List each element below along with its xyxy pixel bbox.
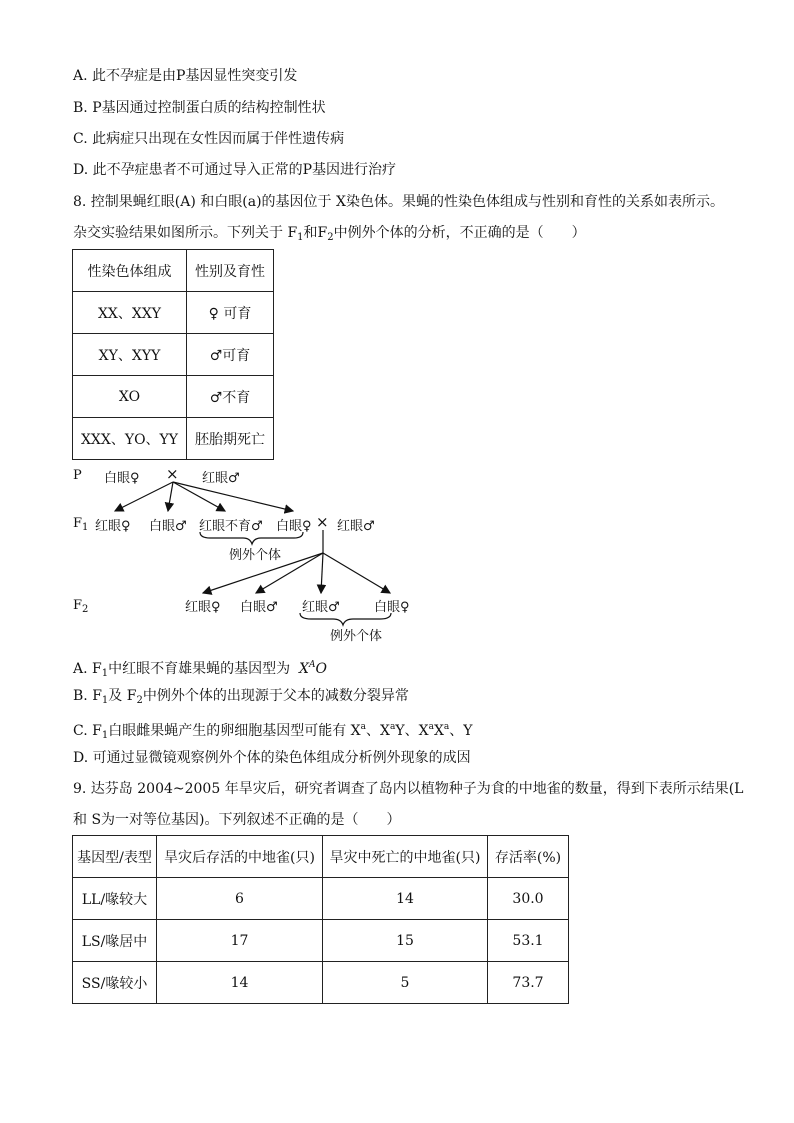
f1-cross-sign: × xyxy=(316,513,329,531)
f1-item: 红眼♀ xyxy=(95,519,131,534)
table-cell: 53.1 xyxy=(488,920,569,962)
table-cell: 30.0 xyxy=(488,878,569,920)
table-cell: XX、XXY xyxy=(73,292,187,334)
table-header-cell: 性染色体组成 xyxy=(73,250,187,292)
table-cell: ♂可育 xyxy=(187,334,274,376)
table-cell: 17 xyxy=(157,920,323,962)
table-cell: ♀ 可育 xyxy=(187,292,274,334)
q8-option-c: C. $F_1$白眼雌果蝇产生的卵细胞基因型可能有 $X^a$、$X^aY$、$X^aX^a$、Y xyxy=(73,722,473,741)
f1-generation-label: $F_1$ xyxy=(73,516,89,533)
table-cell: SS/喙较小 xyxy=(73,962,157,1004)
q8-option-a: A. $F_1$中红眼不育雄果蝇的基因型为 $X^AO$ xyxy=(73,660,327,679)
table-cell: 14 xyxy=(323,878,488,920)
table-row xyxy=(73,962,569,1004)
q8-stem-line1: 8. 控制果蝇红眼(A) 和白眼(a)的基因位于 X染色体。果蝇的性染色体组成与性别和育性的关系如表所示。 xyxy=(73,194,724,210)
table-cell: 73.7 xyxy=(488,962,569,1004)
f2-item: 红眼♂ xyxy=(302,600,340,615)
table-cell: LS/喙居中 xyxy=(73,920,157,962)
f2-item: 白眼♂ xyxy=(240,600,278,615)
q7-option-c: C. 此病症只出现在女性因而属于伴性遗传病 xyxy=(73,131,345,147)
q7-option-d: D. 此不孕症患者不可通过导入正常的P基因进行治疗 xyxy=(73,162,397,178)
f1-mate: 红眼♂ xyxy=(337,519,375,534)
table-cell: 15 xyxy=(323,920,488,962)
p-male: 红眼♂ xyxy=(202,471,240,486)
table-header-cell: 旱灾后存活的中地雀(只) xyxy=(157,836,323,878)
table-cell: ♂不育 xyxy=(187,376,274,418)
table-header-cell: 旱灾中死亡的中地雀(只) xyxy=(323,836,488,878)
table-cell: LL/喙较大 xyxy=(73,878,157,920)
table-row xyxy=(73,920,569,962)
f1-item: 白眼♀ xyxy=(276,519,312,534)
q9-stem-line1: 9. 达芬岛 2004~2005 年旱灾后，研究者调查了岛内以植物种子为食的中地雀的数量，得到下表所示结果(L xyxy=(73,781,744,797)
table-cell: XY、XYY xyxy=(73,334,187,376)
q8-stem-line2: 杂交实验结果如图所示。下列关于 $F_1$和$F_2$中例外个体的分析，不正确的是（ ） xyxy=(73,225,586,243)
f2-generation-label: $F_2$ xyxy=(73,598,89,615)
f1-item: 白眼♂ xyxy=(149,519,187,534)
table-header-cell: 存活率(%) xyxy=(488,836,569,878)
table-header-row xyxy=(73,836,569,878)
table-header-cell: 性别及育性 xyxy=(187,250,274,292)
q7-option-b: B. P基因通过控制蛋白质的结构控制性状 xyxy=(73,100,326,116)
finch-survival-table xyxy=(72,835,569,1004)
q8-option-d: D. 可通过显微镜观察例外个体的染色体组成分析例外现象的成因 xyxy=(73,750,471,766)
table-cell: XO xyxy=(73,376,187,418)
p-generation-label: P xyxy=(73,468,82,483)
table-cell: XXX、YO、YY xyxy=(73,418,187,460)
q7-option-a: A. 此不孕症是由P基因显性突变引发 xyxy=(73,68,298,84)
table-cell: 14 xyxy=(157,962,323,1004)
f1-exception-label: 例外个体 xyxy=(229,548,282,563)
f2-exception-label: 例外个体 xyxy=(330,629,383,644)
p-female: 白眼♀ xyxy=(104,471,140,486)
table-cell: 5 xyxy=(323,962,488,1004)
table-row xyxy=(73,878,569,920)
f2-item: 白眼♀ xyxy=(374,600,410,615)
table-header-cell: 基因型/表型 xyxy=(73,836,157,878)
f1-item: 红眼不育♂ xyxy=(199,519,263,534)
p-cross-sign: × xyxy=(166,465,179,483)
q9-stem-line2: 和 S为一对等位基因)。下列叙述不正确的是（ ） xyxy=(73,812,401,828)
table-cell: 6 xyxy=(157,878,323,920)
q8-option-b: B. $F_1$及 $F_2$中例外个体的出现源于父本的减数分裂异常 xyxy=(73,688,409,706)
f2-item: 红眼♀ xyxy=(185,600,221,615)
table-cell: 胚胎期死亡 xyxy=(187,418,274,460)
